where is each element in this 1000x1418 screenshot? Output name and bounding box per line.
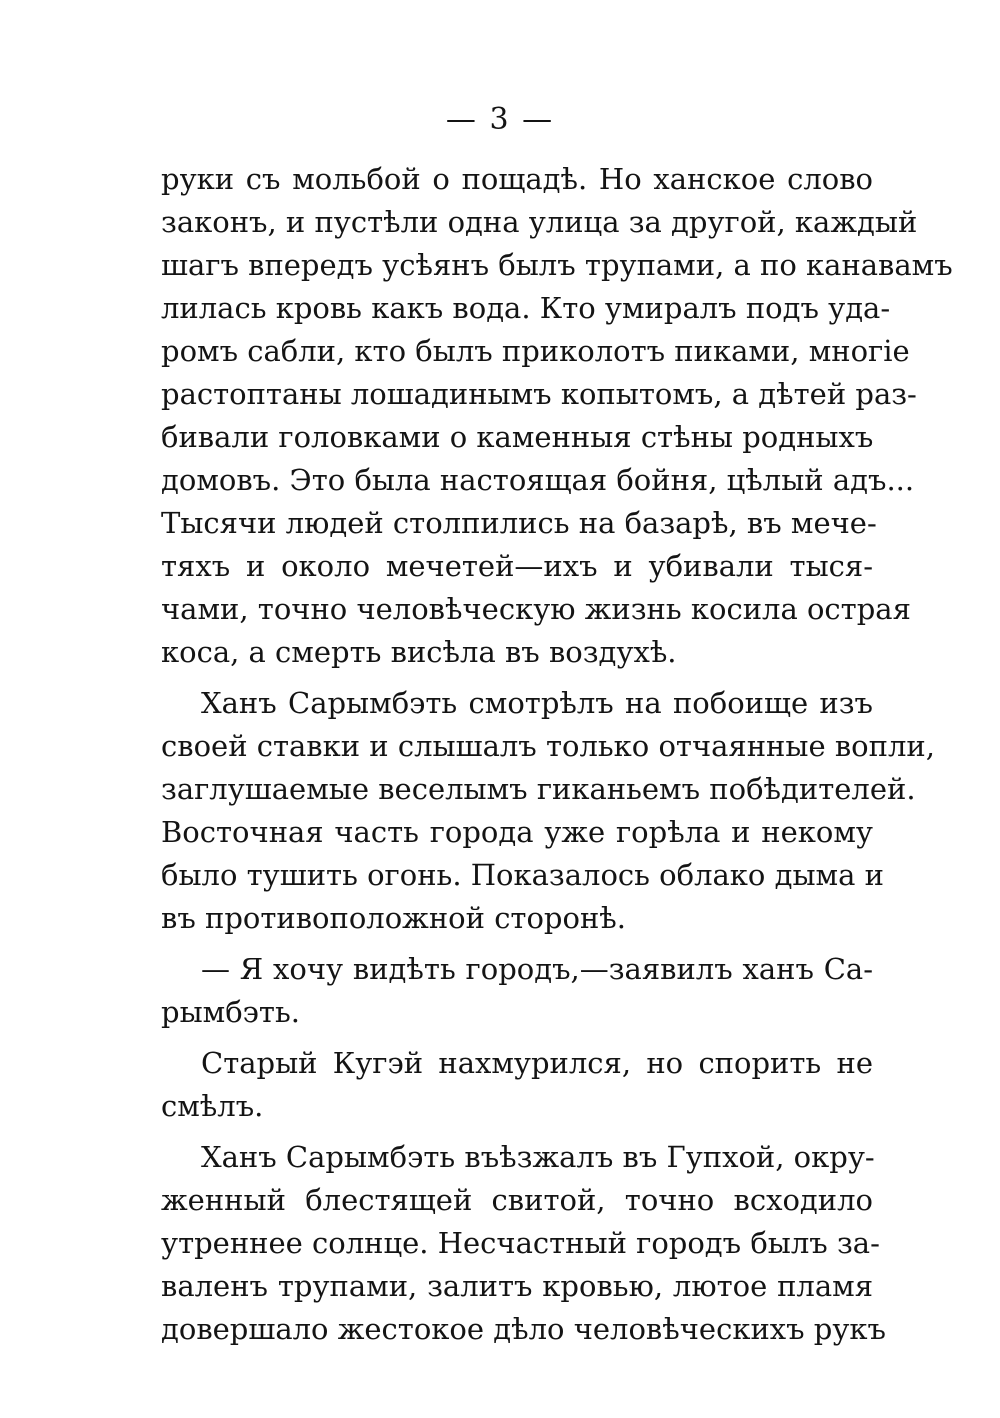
text-line: смѣлъ. — [161, 1089, 264, 1123]
text-line: — Я хочу видѣть городъ,—заявилъ ханъ Са- — [201, 952, 873, 986]
text-line: домовъ. Это была настоящая бойня, цѣлый адъ... — [161, 463, 915, 497]
text-line: утреннее солнце. Несчастный городъ былъ за- — [161, 1226, 880, 1260]
text-line: Ханъ Сарымбэть смотрѣлъ на побоище изъ — [201, 686, 873, 720]
text-line: довершало жестокое дѣло человѣческихъ рукъ — [161, 1312, 886, 1346]
paragraph — [161, 682, 935, 940]
paragraph — [161, 1042, 873, 1128]
text-line: рымбэть. — [161, 995, 300, 1029]
text-line: валенъ трупами, залитъ кровью, лютое пламя — [161, 1269, 873, 1303]
text-line: законъ, и пустѣли одна улица за другой, каждый — [161, 205, 918, 239]
text-line: заглушаемые веселымъ гиканьемъ побѣдителей. — [161, 772, 916, 806]
text-line: руки съ мольбой о пощадѣ. Но ханское слово — [161, 162, 873, 196]
text-line: было тушить огонь. Показалось облако дыма и — [161, 858, 884, 892]
text-line: Старый Кугэй нахмурился, но спорить не — [201, 1046, 873, 1080]
paragraph — [161, 1136, 886, 1351]
text-line: ромъ сабли, кто былъ приколотъ пиками, многіе — [161, 334, 910, 368]
text-line: коса, а смерть висѣла въ воздухѣ. — [161, 635, 677, 669]
text-line: тяхъ и около мечетей—ихъ и убивали тыся- — [161, 549, 873, 583]
text-line: Тысячи людей столпились на базарѣ, въ мече- — [161, 506, 877, 540]
text-line: шагъ впередъ усѣянъ былъ трупами, а по канавамъ — [161, 248, 953, 282]
paragraph — [161, 158, 953, 674]
paragraph — [161, 948, 873, 1034]
text-line: лилась кровь какъ вода. Кто умиралъ подъ уда- — [161, 291, 891, 325]
body-text — [161, 158, 953, 1351]
text-line: въ противоположной сторонѣ. — [161, 901, 626, 935]
text-line: растоптаны лошадинымъ копытомъ, а дѣтей раз- — [161, 377, 917, 411]
text-line: Восточная часть города уже горѣла и некому — [161, 815, 873, 849]
text-line: Ханъ Сарымбэть въѣзжалъ въ Гупхой, окру- — [201, 1140, 875, 1174]
text-line: своей ставки и слышалъ только отчаянные вопли, — [161, 729, 935, 763]
text-line: бивали головками о каменныя стѣны родныхъ — [161, 420, 874, 454]
page-number: — 3 — — [445, 102, 555, 137]
text-line: чами, точно человѣческую жизнь косила острая — [161, 592, 911, 626]
text-line: женный блестящей свитой, точно всходило — [161, 1183, 873, 1217]
